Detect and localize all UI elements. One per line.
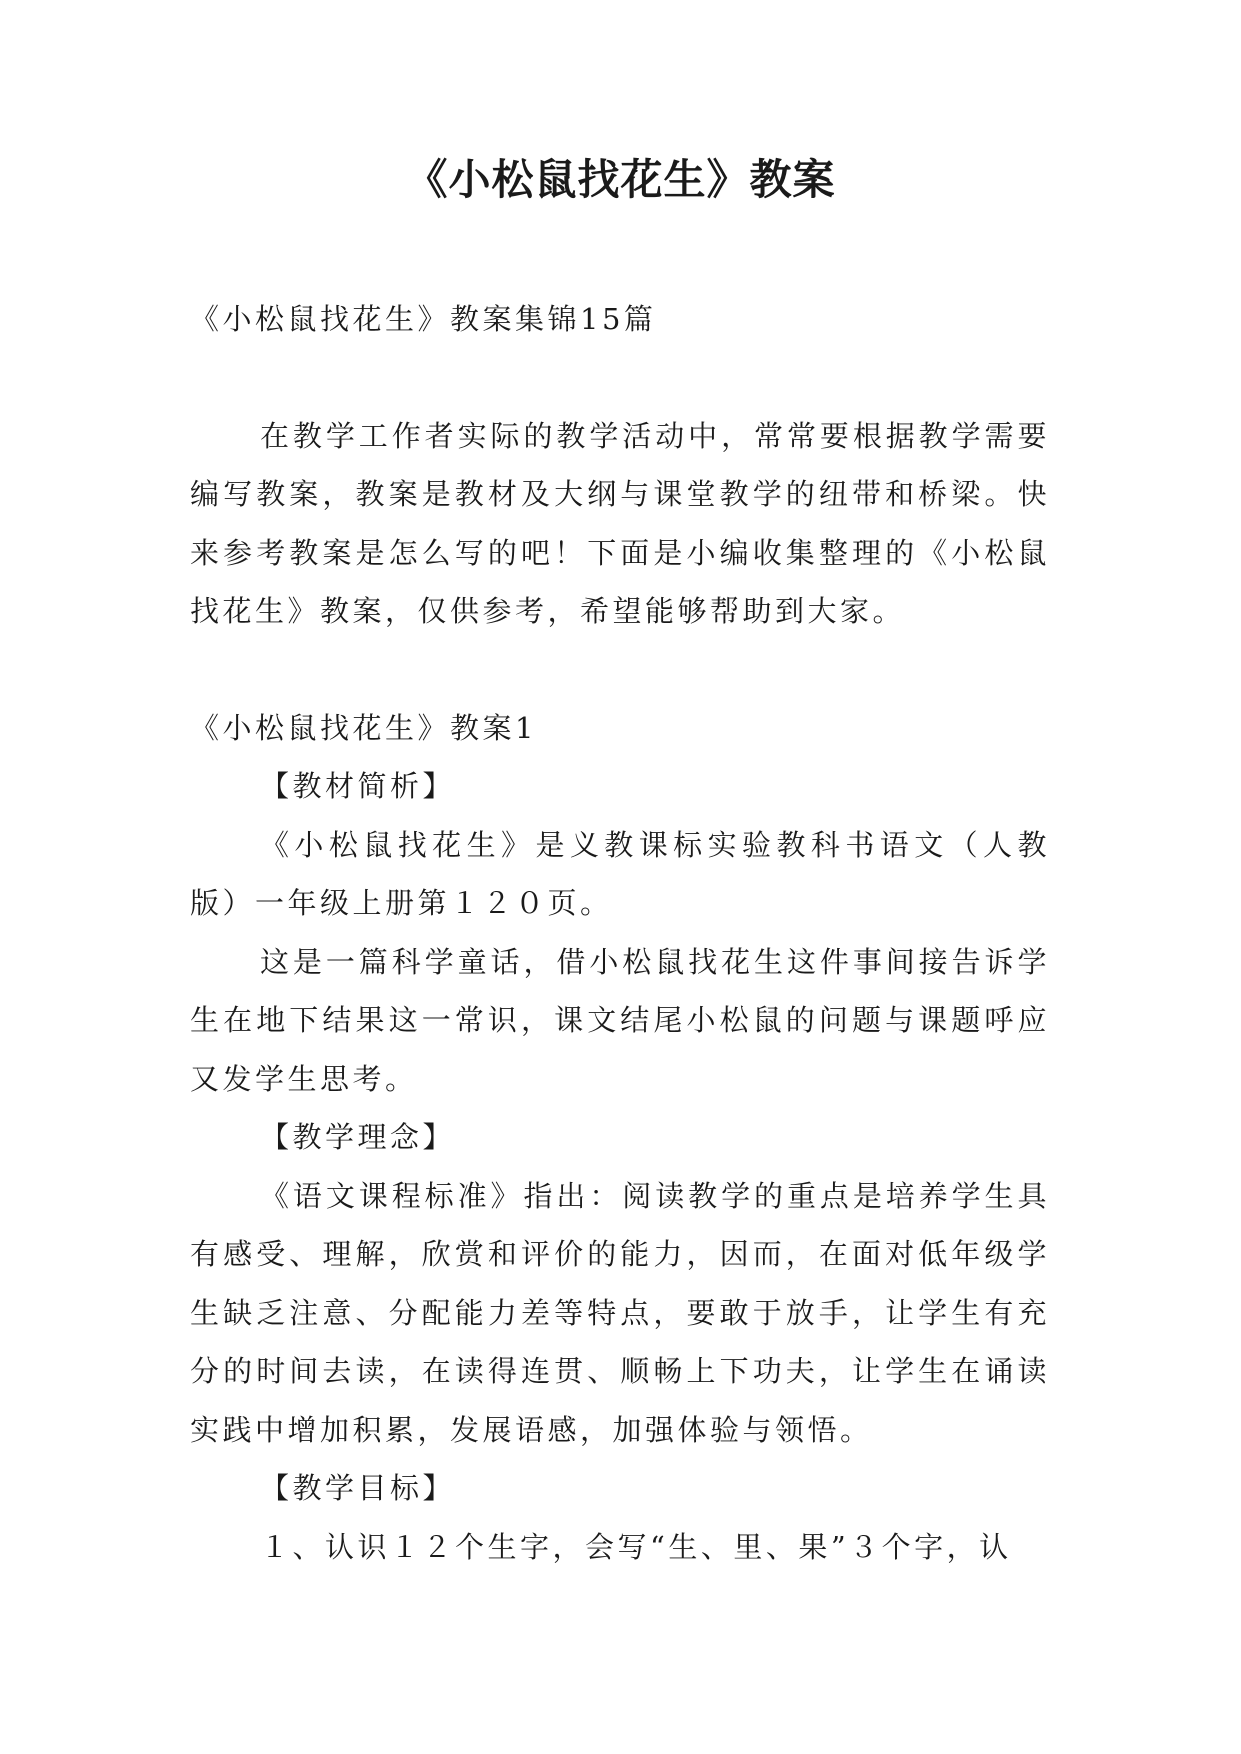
teaching-concept-heading: 【教学理念】	[260, 1120, 456, 1154]
teaching-concept-paragraph: 《语文课程标准》指出：阅读教学的重点是培养学生具有感受、理解，欣赏和评价的能力，因而，在面对低年级学生缺乏注意、分配能力差等特点，要敢于放手，让学生有充分的时间去读，在读得连贯、顺畅上下功夫，让学生在诵读实践中增加积累，发展语感，加强体验与领悟。	[190, 1178, 1050, 1447]
textbook-analysis-paragraph-2: 这是一篇科学童话，借小松鼠找花生这件事间接告诉学生在地下结果这一常识，课文结尾小松鼠的问题与课题呼应又发学生思考。	[190, 944, 1050, 1096]
textbook-analysis-heading: 【教材简析】	[260, 769, 456, 803]
teaching-goals-paragraph-1: １、认识１２个生字，会写“生、里、果”３个字，认	[260, 1529, 1012, 1564]
document-body	[190, 290, 1050, 1576]
document-title: 《小松鼠找花生》教案	[405, 155, 836, 204]
intro-paragraph: 在教学工作者实际的教学活动中，常常要根据教学需要编写教案，教案是教材及大纲与课堂教学的纽带和桥梁。快来参考教案是怎么写的吧！下面是小编收集整理的《小松鼠找花生》教案，仅供参考，希望能够帮助到大家。	[190, 418, 1050, 628]
document-subtitle: 《小松鼠找花生》教案集锦15篇	[190, 302, 657, 336]
section-title: 《小松鼠找花生》教案1	[190, 710, 537, 745]
teaching-goals-heading: 【教学目标】	[260, 1471, 456, 1505]
textbook-analysis-paragraph-1: 《小松鼠找花生》是义教课标实验教科书语文（人教版）一年级上册第１２０页。	[190, 827, 1050, 920]
